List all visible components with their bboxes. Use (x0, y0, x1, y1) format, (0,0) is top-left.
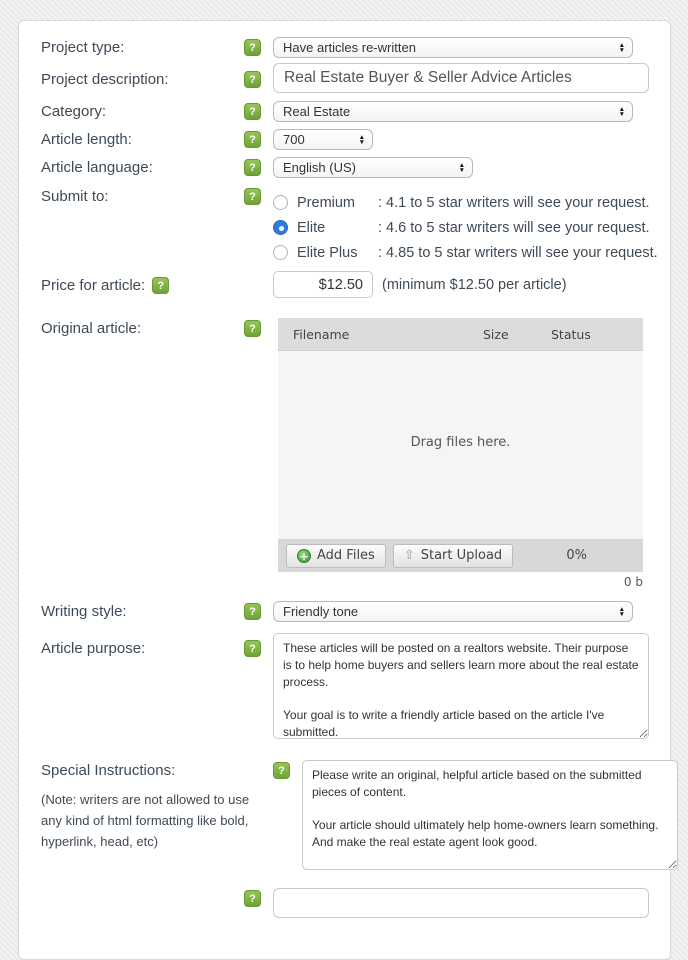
original-article-label: Original article: (41, 320, 142, 337)
start-upload-button[interactable] (393, 544, 513, 568)
project-type-row (41, 37, 670, 58)
special-instructions-textarea[interactable] (302, 760, 678, 870)
article-length-row (41, 129, 670, 150)
column-size: Size (483, 326, 509, 342)
help-icon[interactable]: ? (244, 320, 261, 337)
file-uploader (278, 318, 643, 572)
radio-label: Premium (297, 194, 356, 211)
original-article-row (41, 318, 670, 589)
article-language-select-value: English (US) (283, 160, 356, 175)
radio-option-premium[interactable] (273, 190, 670, 215)
special-instructions-label: Special Instructions: (41, 762, 176, 779)
help-icon[interactable]: ? (244, 188, 261, 205)
next-field-partial-input[interactable] (273, 888, 649, 918)
radio-description: : 4.85 to 5 star writers will see your request. (378, 244, 658, 261)
price-row (41, 271, 670, 298)
project-form-panel (18, 20, 671, 960)
drop-zone-text: Drag files here. (410, 435, 511, 450)
project-description-label: Project description: (41, 71, 169, 88)
project-type-select-value: Have articles re-written (283, 40, 416, 55)
radio-button-premium[interactable] (273, 195, 288, 210)
project-description-input[interactable] (273, 63, 649, 93)
project-type-label: Project type: (41, 39, 125, 56)
drop-zone[interactable] (278, 351, 643, 539)
project-description-row (41, 63, 670, 93)
price-input[interactable] (273, 271, 373, 298)
special-instructions-row (41, 760, 670, 875)
help-icon[interactable]: ? (244, 640, 261, 657)
upload-progress-percent: 0% (566, 548, 587, 563)
help-icon[interactable]: ? (244, 131, 261, 148)
radio-description: : 4.6 to 5 star writers will see your request. (378, 219, 650, 236)
radio-description: : 4.1 to 5 star writers will see your request. (378, 194, 650, 211)
help-icon[interactable]: ? (244, 603, 261, 620)
submit-to-row (41, 186, 670, 265)
radio-label: Elite (297, 219, 326, 236)
select-stepper-icon: ▲ ▼ (618, 41, 625, 54)
special-instructions-note: (Note: writers are not allowed to use any kind of html formatting like bold, hyperlink, head, etc) (41, 792, 250, 849)
help-icon[interactable]: ? (244, 159, 261, 176)
article-language-label: Article language: (41, 159, 153, 176)
select-stepper-icon: ▲ ▼ (458, 161, 465, 174)
start-upload-label: Start Upload (420, 548, 503, 563)
article-purpose-label: Article purpose: (41, 640, 146, 657)
article-length-select[interactable] (273, 129, 373, 150)
article-purpose-row (41, 633, 670, 744)
uploader-header (278, 318, 643, 351)
writing-style-row (41, 601, 670, 622)
writing-style-label: Writing style: (41, 603, 127, 620)
select-stepper-icon: ▲ ▼ (618, 605, 625, 618)
radio-option-elite-plus[interactable] (273, 240, 670, 265)
project-type-select[interactable] (273, 37, 633, 58)
price-minimum-hint: (minimum $12.50 per article) (382, 276, 567, 293)
price-label: Price for article: (41, 277, 146, 294)
writing-style-select[interactable] (273, 601, 633, 622)
radio-label: Elite Plus (297, 244, 358, 261)
help-icon[interactable]: ? (244, 39, 261, 56)
help-icon[interactable]: ? (273, 762, 290, 779)
category-select-value: Real Estate (283, 104, 351, 119)
article-purpose-textarea[interactable] (273, 633, 649, 739)
submit-to-label: Submit to: (41, 188, 109, 205)
help-icon[interactable]: ? (152, 277, 169, 294)
uploader-footer (278, 539, 643, 572)
column-status: Status (551, 326, 591, 342)
upload-total-size: 0 b (623, 575, 643, 589)
add-plus-icon: + (297, 549, 311, 563)
writing-style-select-value: Friendly tone (283, 604, 359, 619)
column-filename: Filename (293, 326, 350, 342)
help-icon[interactable]: ? (244, 103, 261, 120)
article-language-row (41, 157, 670, 178)
add-files-button[interactable] (286, 544, 386, 568)
article-length-label: Article length: (41, 131, 132, 148)
add-files-label: Add Files (317, 548, 375, 563)
category-row (41, 101, 670, 122)
select-stepper-icon: ▲ ▼ (358, 133, 365, 146)
radio-button-elite-plus[interactable] (273, 245, 288, 260)
select-stepper-icon: ▲ ▼ (618, 105, 625, 118)
article-language-select[interactable] (273, 157, 473, 178)
help-icon[interactable]: ? (244, 890, 261, 907)
upload-arrow-icon: ⇧ (403, 548, 415, 563)
category-select[interactable] (273, 101, 633, 122)
next-field-partial-row (41, 888, 670, 918)
radio-option-elite[interactable] (273, 215, 670, 240)
article-length-select-value: 700 (283, 132, 305, 147)
category-label: Category: (41, 103, 107, 120)
help-icon[interactable]: ? (244, 71, 261, 88)
radio-button-elite-selected[interactable] (273, 220, 288, 235)
